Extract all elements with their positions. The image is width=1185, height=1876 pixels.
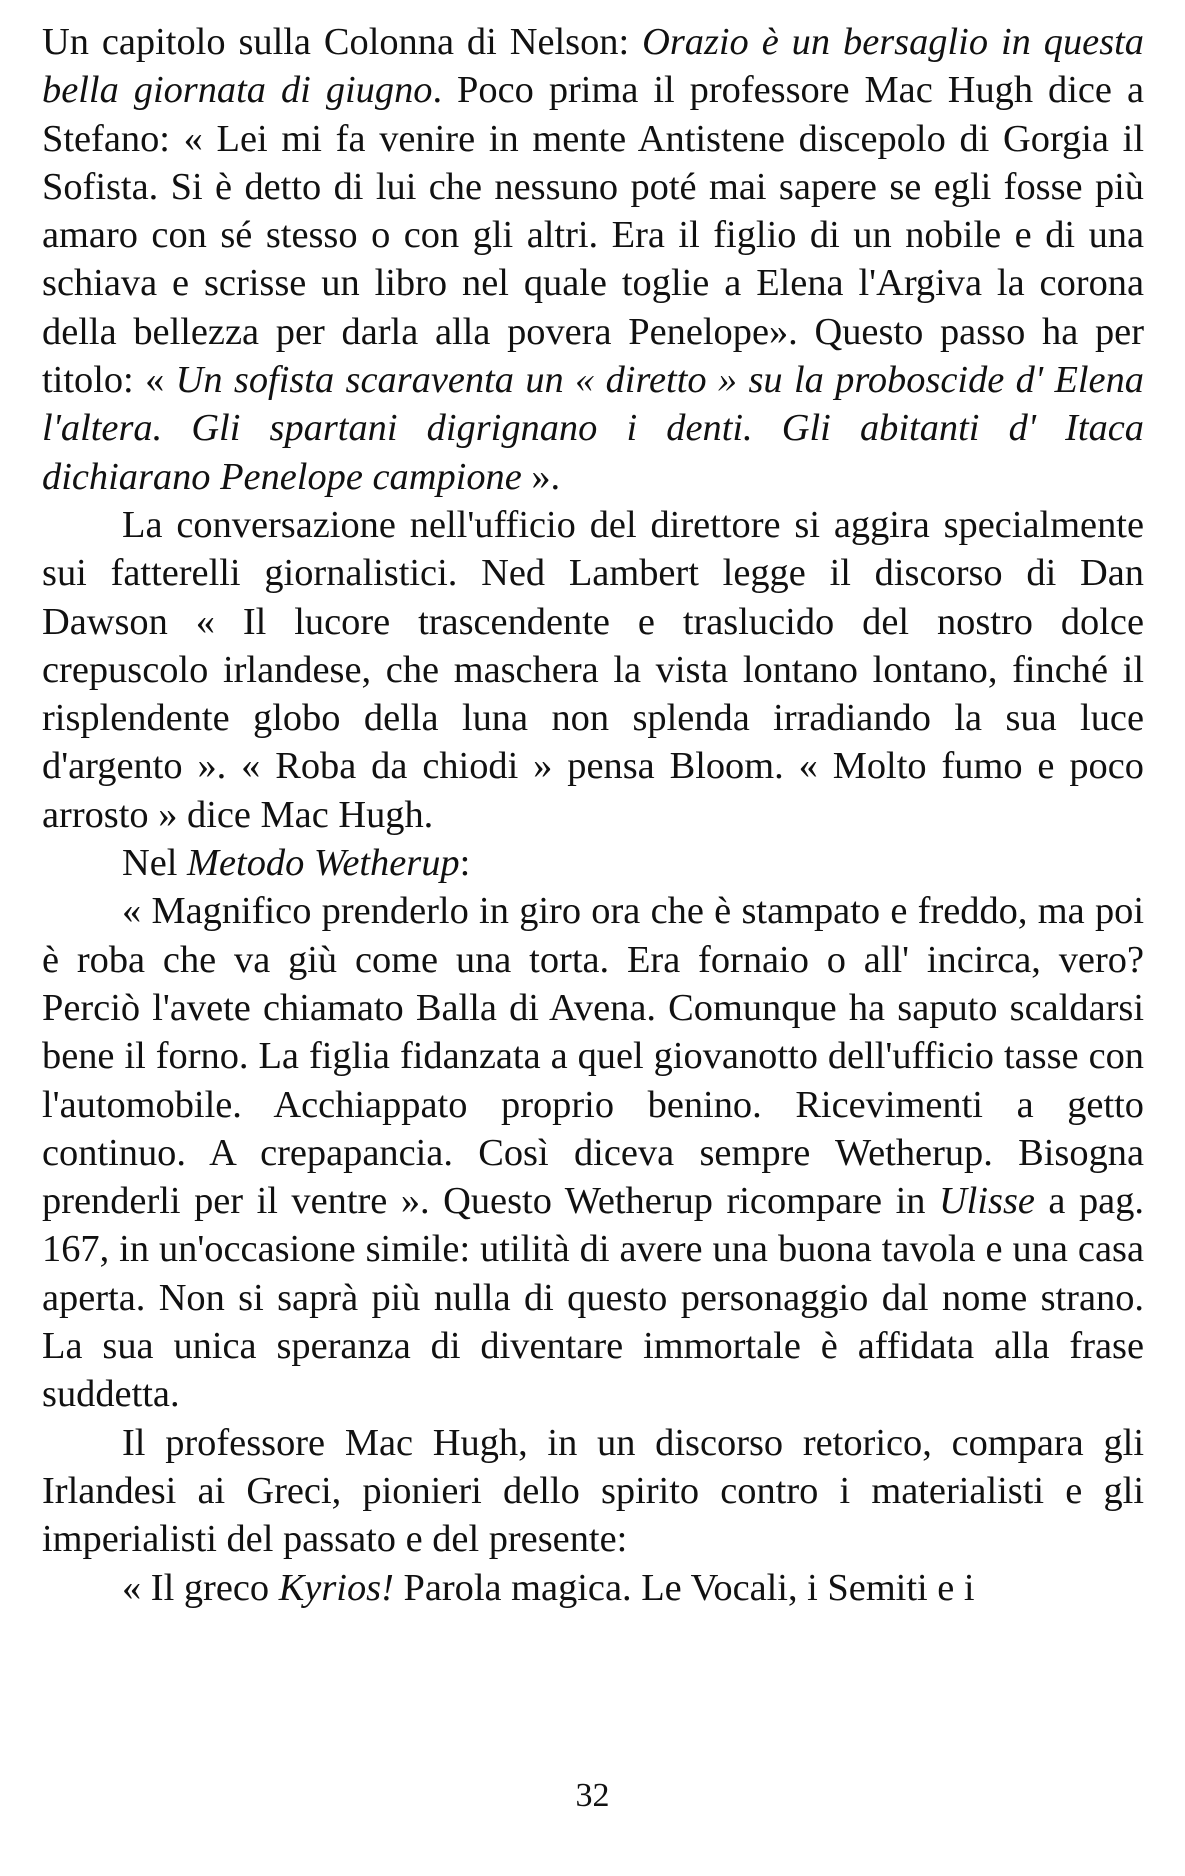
segment: ».: [521, 455, 561, 498]
segment-italic: Un sofista scaraventa un « diretto » su la proboscide d' Elena l'altera. Gli spartani digrignano i denti. Gli abitanti d' Itaca dichiarano Penelope campione: [42, 359, 1144, 498]
segment: . Poco prima il professore Mac Hugh dice a Stefano: « Lei mi fa venire in mente Antistene discepolo di Gorgia il Sofista. Si è detto di lui che nessuno poté mai sapere se egli fosse più amaro con sé stesso o con gli altri. Era il figlio di un nobile e di una schiava e scrisse un libro nel quale toglie a Elena l'Argiva la corona della bellezza per darla alla povera Penelope». Questo passo ha per titolo: «: [42, 69, 1144, 402]
segment: a pag. 167, in un'occasione simile: utilità di avere una buona tavola e una casa aperta. Non si saprà più nulla di questo personaggio dal nome strano. La sua unica speranza di diventare immortale è affidata alla frase suddetta.: [42, 1180, 1145, 1416]
page-text: [42, 18, 1144, 1612]
segment: « Il greco: [122, 1566, 279, 1609]
paragraph-5: [42, 1419, 1144, 1564]
segment: Nel: [122, 842, 188, 885]
segment: La conversazione nell'ufficio del direttore si aggira specialmente sui fatterelli giornalistici. Ned Lambert legge il discorso di Dan Dawson « Il lucore trascendente e traslucido del nostro dolce crepuscolo irlandese, che maschera la vista lontano lontano, finché il risplendente globo della luna non splenda irradiando la sua luce d'argento ». « Roba da chiodi » pensa Bloom. « Molto fumo e poco arrosto » dice Mac Hugh.: [42, 503, 1144, 836]
paragraph-2: [42, 501, 1144, 839]
segment-italic: Ulisse: [938, 1180, 1035, 1223]
paragraph-3: [42, 839, 1144, 887]
segment-italic: Kyrios!: [278, 1566, 394, 1609]
segment: :: [459, 842, 471, 885]
segment: Il professore Mac Hugh, in un discorso retorico, compara gli Irlandesi ai Greci, pionieri dello spirito contro i materialisti e gli imperialisti del passato e del presente:: [42, 1421, 1144, 1561]
segment: Un capitolo sulla Colonna di Nelson:: [42, 21, 643, 63]
paragraph-6: [42, 1564, 1144, 1612]
paragraph-1: [42, 18, 1144, 501]
paragraph-4: [42, 887, 1144, 1418]
segment: « Magnifico prenderlo in giro ora che è stampato e freddo, ma poi è roba che va giù come una torta. Era fornaio o all' incirca, vero? Perciò l'avete chiamato Balla di Avena. Comunque ha saputo scaldarsi bene il forno. La figlia fidanzata a quel giovanotto dell'ufficio tasse con l'automobile. Acchiappato proprio benino. Ricevimenti a getto continuo. A crepapancia. Così diceva sempre Wetherup. Bisogna prenderli per il ventre ». Questo Wetherup ricompare in: [42, 890, 1144, 1223]
segment: Parola magica. Le Vocali, i Semiti e i: [393, 1566, 975, 1609]
segment-italic: Metodo Wetherup: [187, 842, 460, 885]
segment-italic: Orazio è un bersaglio in questa bella giornata di giugno: [42, 21, 1144, 112]
page-number: 32: [575, 1777, 610, 1814]
